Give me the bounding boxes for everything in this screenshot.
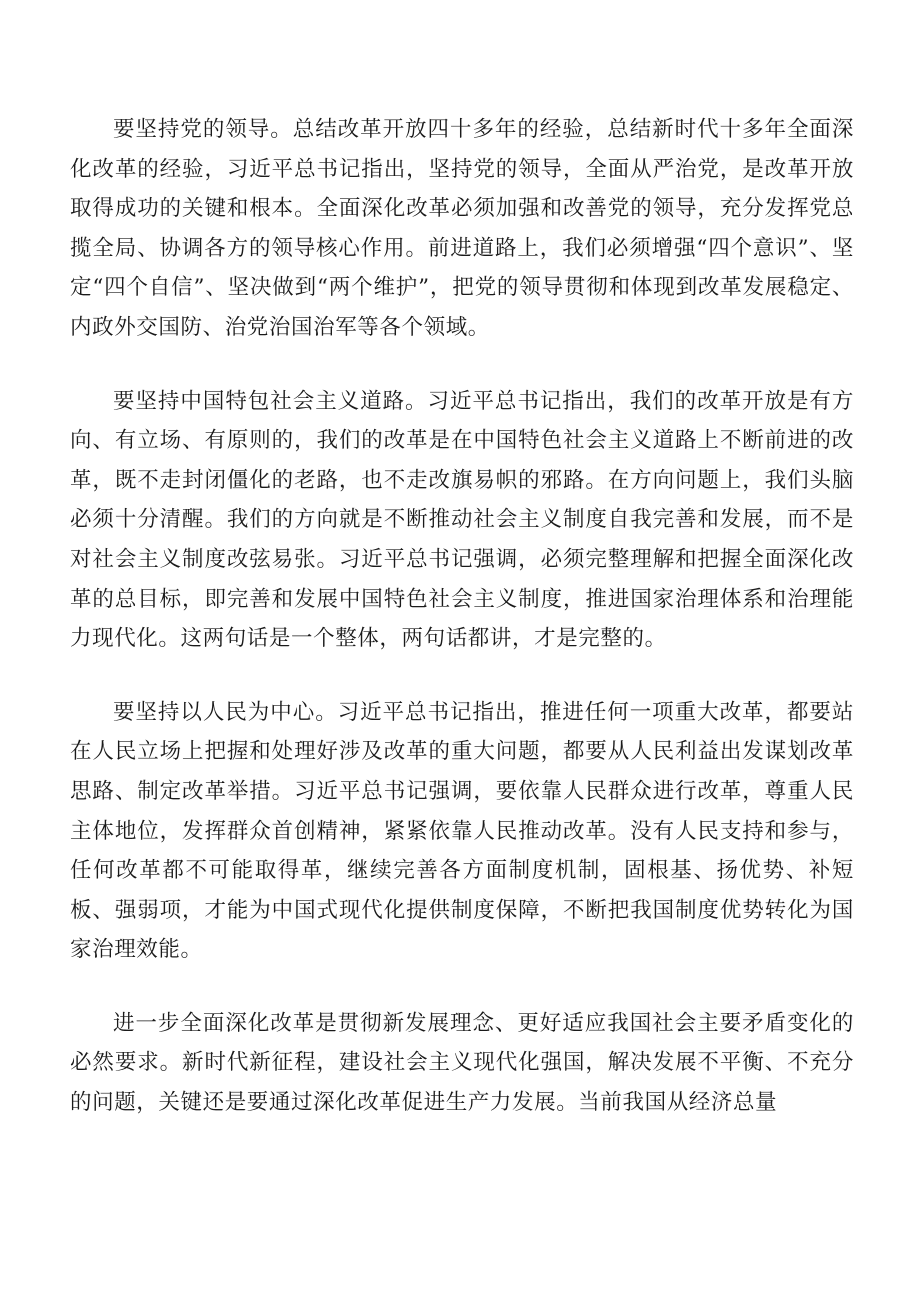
- paragraph-deepen-reform: 进一步全面深化改革是贯彻新发展理念、更好适应我国社会主要矛盾变化的必然要求。新时代新征程，建设社会主义现代化强国，解决发展不平衡、不充分的问题，关键还是要通过深化改革促进生产力发展。当前我国从经济总量: [70, 1010, 854, 1116]
- paragraph-socialist-road: 要坚持中国特包社会主义道路。习近平总书记指出，我们的改革开放是有方向、有立场、有原则的，我们的改革是在中国特色社会主义道路上不断前进的改革，既不走封闭僵化的老路，也不走改旗易帜的邪路。在方向问题上，我们头脑必须十分清醒。我们的方向就是不断推动社会主义制度自我完善和发展，而不是对社会主义制度改弦易张。习近平总书记强调，必须完整理解和把握全面深化改革的总目标，即完善和发展中国特色社会主义制度，推进国家治理体系和治理能力现代化。这两句话是一个整体，两句话都讲，才是完整的。: [70, 388, 854, 652]
- paragraph-party-leadership: 要坚持党的领导。总结改革开放四十多年的经验，总结新时代十多年全面深化改革的经验，习近平总书记指出，坚持党的领导，全面从严治党，是改革开放取得成功的关键和根本。全面深化改革必须加强和改善党的领导，充分发挥党总揽全局、协调各方的领导核心作用。前进道路上，我们必须增强“四个意识”、坚定“四个自信”、坚决做到“两个维护”，把党的领导贯彻和体现到改革发展稳定、内政外交国防、治党治国治军等各个领域。: [70, 117, 854, 340]
- paragraph-people-centered: 要坚持以人民为中心。习近平总书记指出，推进任何一项重大改革，都要站在人民立场上把握和处理好涉及改革的重大问题，都要从人民利益出发谋划改革思路、制定改革举措。习近平总书记强调，要依靠人民群众进行改革，尊重人民主体地位，发挥群众首创精神，紧紧依靠人民推动改革。没有人民支持和参与，任何改革都不可能取得革，继续完善各方面制度机制，固根基、扬优势、补短板、强弱项，才能为中国式现代化提供制度保障，不断把我国制度优势转化为国家治理效能。: [70, 699, 854, 963]
